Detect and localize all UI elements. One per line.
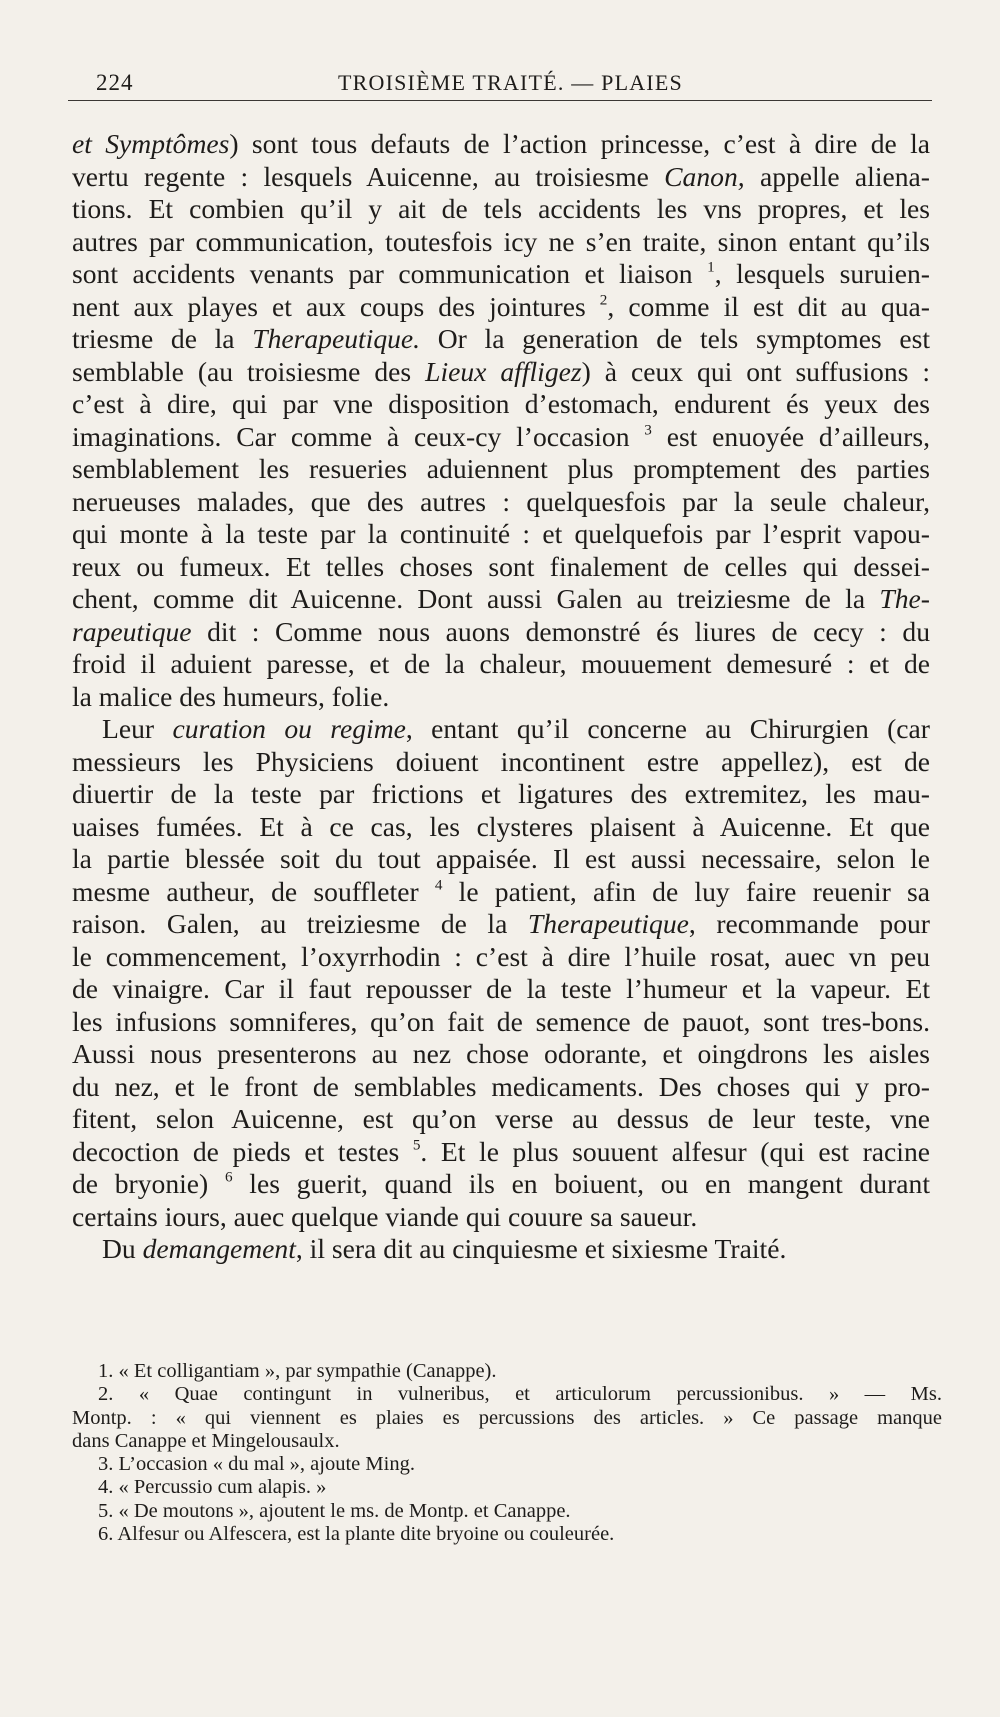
italic-text: et Symptômes xyxy=(72,128,230,159)
text-line xyxy=(72,811,930,844)
text-line xyxy=(72,226,930,259)
italic-text: curation ou regime xyxy=(172,713,406,744)
text-span: la malice des humeurs, folie. xyxy=(72,680,390,712)
text-span: , comme il est dit au qua- xyxy=(607,290,930,322)
text-line xyxy=(72,291,930,324)
text-span: Aussi nous presenterons au nez chose odorante, et oingdrons les aisles xyxy=(72,1038,930,1069)
text-line xyxy=(72,648,930,681)
text-line xyxy=(72,1168,930,1201)
text-span: semblablement les resueries aduiennent plus promptement des parties xyxy=(72,453,930,484)
text-line xyxy=(72,356,930,389)
text-span: qui monte à la teste par la continuité : et quelquefois par l’esprit vapou- xyxy=(72,518,930,549)
text-line xyxy=(72,323,930,356)
footnote-line: 6. Alfesur ou Alfescera, est la plante dite bryoine ou couleurée. xyxy=(98,1523,615,1546)
text-span: le commencement, l’oxyrrhodin : c’est à dire l’huile rosat, auec vn peu xyxy=(72,940,930,972)
text-span: la partie blessée soit du tout appaisée. Il est aussi necessaire, selon le xyxy=(72,843,930,874)
italic-text: Lieux affligez xyxy=(425,355,582,387)
main-text xyxy=(72,128,930,1266)
footnote-line: 1. « Et colligantiam », par sympathie (Canappe). xyxy=(98,1360,497,1382)
footnote-marker: 6 xyxy=(224,1168,233,1186)
italic-text: Canon, xyxy=(664,160,745,192)
text-span: le patient, afin de luy faire reuenir sa xyxy=(442,875,930,907)
text-line xyxy=(72,583,930,616)
running-title: TROISIÈME TRAITÉ. — PLAIES xyxy=(338,70,683,95)
text-span: . Et le plus souuent alfesur (qui est racine xyxy=(420,1135,930,1167)
text-line xyxy=(72,1136,930,1169)
text-line xyxy=(72,486,930,519)
text-line xyxy=(72,128,930,161)
text-line xyxy=(72,616,930,649)
text-span: ) sont tous defauts de l’action princesse, c’est à dire de la xyxy=(229,128,930,159)
footnote-line: 4. « Percussio cum alapis. » xyxy=(98,1476,327,1499)
text-span: Du xyxy=(102,1233,143,1264)
text-span: , recommande pour xyxy=(688,908,930,939)
italic-text: rapeutique xyxy=(72,615,192,647)
text-line xyxy=(72,746,930,779)
text-line xyxy=(72,421,930,454)
text-span: uaises fumées. Et à ce cas, les clysteres plaisent à Auicenne. Et que xyxy=(72,810,930,842)
footnote-line: 3. L’occasion « du mal », ajoute Ming. xyxy=(98,1453,415,1476)
text-span: messieurs les Physiciens doiuent incontinent estre appellez), est de xyxy=(72,745,930,777)
text-span: raison. Galen, au treiziesme de la xyxy=(72,908,528,939)
italic-text: Therapeutique. xyxy=(252,323,421,354)
text-span: mesme autheur, de souffleter xyxy=(72,875,435,907)
text-line xyxy=(72,681,930,714)
text-line xyxy=(72,1038,930,1071)
text-line xyxy=(72,1006,930,1039)
text-span: semblable (au troisiesme des xyxy=(72,355,426,387)
italic-text: The- xyxy=(879,583,930,614)
footnote-marker: 1 xyxy=(707,258,715,276)
text-line xyxy=(72,941,930,974)
footnote-marker: 5 xyxy=(412,1136,421,1154)
text-span: Or la generation de tels symptomes est xyxy=(420,323,931,354)
text-line xyxy=(72,1071,930,1104)
text-line xyxy=(72,551,930,584)
text-line xyxy=(72,876,930,909)
text-span: chent, comme dit Auicenne. Dont aussi Galen au treiziesme de la xyxy=(72,583,880,614)
text-span: vertu regente : lesquels Auicenne, au troisiesme xyxy=(72,160,665,192)
text-line xyxy=(72,453,930,486)
text-span: nerueuses malades, que des autres : quelquesfois par la seule chaleur, xyxy=(72,485,930,517)
footnote-line: Montp. : « qui viennent es plaies es percussions des articles. » Ce passage manque xyxy=(72,1406,942,1429)
text-span: de bryonie) xyxy=(72,1168,225,1199)
text-span: , entant qu’il concerne au Chirurgien (car xyxy=(405,713,930,744)
text-span: reux ou fumeux. Et telles choses sont finalement de celles qui dessei- xyxy=(72,550,930,582)
text-span: est enuoyée d’ailleurs, xyxy=(651,420,930,452)
text-span: , il sera dit au cinquiesme et sixiesme Traité. xyxy=(295,1233,787,1264)
text-line xyxy=(72,973,930,1006)
footnotes xyxy=(72,1360,942,1546)
text-span: froid il aduient paresse, et de la chaleur, mouuement demesuré : et de xyxy=(72,648,930,679)
footnote-marker: 3 xyxy=(644,421,652,439)
text-line xyxy=(72,843,930,876)
text-span: , lesquels suruien- xyxy=(714,258,930,289)
text-span: decoction de pieds et testes xyxy=(72,1135,413,1167)
text-span: ) à ceux qui ont suffusions : xyxy=(581,355,931,387)
text-span: appelle aliena- xyxy=(744,160,930,192)
page-number: 224 xyxy=(96,70,134,95)
text-line xyxy=(72,1233,930,1266)
text-span: les infusions somniferes, qu’on fait de semence de pauot, sont tres-bons. xyxy=(72,1005,930,1037)
text-line xyxy=(72,1103,930,1136)
text-line xyxy=(72,1201,930,1234)
text-span: diuertir de la teste par frictions et ligatures des extremitez, les mau- xyxy=(72,778,930,809)
text-span: fitent, selon Auicenne, est qu’on verse au dessus de leur teste, vne xyxy=(72,1103,930,1134)
text-line xyxy=(72,713,930,746)
text-span: autres par communication, toutesfois icy ne s’en traite, sinon entant qu’ils xyxy=(72,225,930,257)
text-span: Leur xyxy=(102,713,173,744)
footnote-marker: 4 xyxy=(434,876,443,894)
text-span: c’est à dire, qui par vne disposition d’estomach, endurent és yeux des xyxy=(72,388,930,419)
text-line xyxy=(72,778,930,811)
text-line xyxy=(72,193,930,226)
running-header xyxy=(68,64,932,101)
text-span: de vinaigre. Car il faut repousser de la teste l’humeur et la vapeur. Et xyxy=(72,973,930,1004)
text-span: du nez, et le front de semblables medicaments. Des choses qui y pro- xyxy=(72,1070,930,1102)
footnote-line: 5. « De moutons », ajoutent le ms. de Montp. et Canappe. xyxy=(98,1499,571,1522)
text-span: les guerit, quand ils en boiuent, ou en mangent durant xyxy=(232,1168,931,1199)
text-line xyxy=(72,161,930,194)
italic-text: Therapeutique xyxy=(527,908,689,939)
text-span: triesme de la xyxy=(72,323,253,354)
footnote-marker: 2 xyxy=(599,291,608,309)
footnote-line: 2. « Quae contingunt in vulneribus, et articulorum percussionibus. » — Ms. xyxy=(98,1383,942,1406)
text-line xyxy=(72,908,930,941)
text-span: nent aux playes et aux coups des jointures xyxy=(72,290,600,322)
text-line xyxy=(72,258,930,291)
text-span: certains iours, auec quelque viande qui couure sa saueur. xyxy=(72,1200,698,1232)
text-span: dit : Comme nous auons demonstré és liures de cecy : du xyxy=(191,615,930,647)
italic-text: demangement xyxy=(142,1233,296,1264)
text-line xyxy=(72,388,930,421)
text-span: imaginations. Car comme à ceux-cy l’occasion xyxy=(72,420,645,452)
text-span: tions. Et combien qu’il y ait de tels accidents les vns propres, et les xyxy=(72,193,930,224)
text-line xyxy=(72,518,930,551)
text-span: sont accidents venants par communication et liaison xyxy=(72,258,708,289)
footnote-line: dans Canappe et Mingelousaulx. xyxy=(72,1429,340,1452)
